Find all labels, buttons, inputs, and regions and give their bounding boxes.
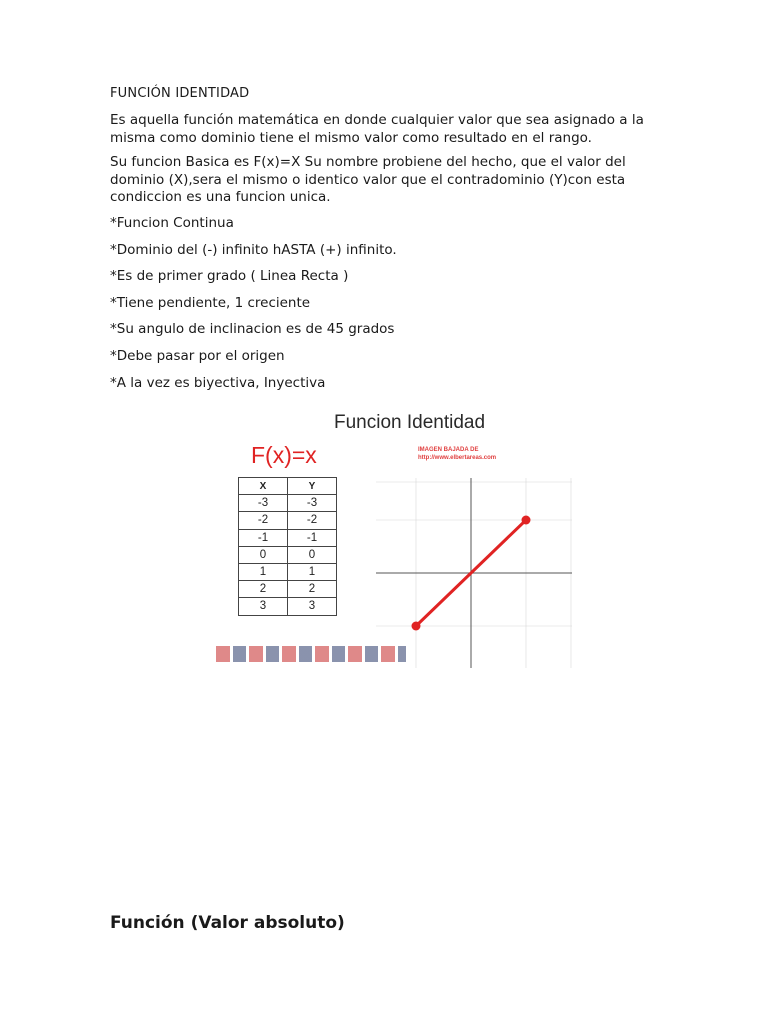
table-header-row xyxy=(239,478,337,495)
table-row xyxy=(239,563,337,580)
credit-line: IMAGEN BAJADA DE xyxy=(418,447,479,453)
table-cell: 0 xyxy=(239,546,288,563)
table-cell: 3 xyxy=(239,598,288,615)
basic-function-paragraph: Su funcion Basica es F(x)=X Su nombre probiene del hecho, que el valor del dominio (X),sera el mismo o identico valor que el contradominio (Y)con esta condiccion es una funcion unica. xyxy=(110,154,626,205)
column-header-x: X xyxy=(239,478,288,495)
table-row xyxy=(239,546,337,563)
endpoint-marker xyxy=(522,516,531,525)
table-cell: 3 xyxy=(288,598,337,615)
list-item: *Es de primer grado ( Linea Recta ) xyxy=(110,268,349,285)
next-section-title: Función (Valor absoluto) xyxy=(110,913,345,933)
identity-function-figure xyxy=(208,400,572,668)
table-cell: 2 xyxy=(239,581,288,598)
table-cell: 2 xyxy=(288,581,337,598)
section-heading: FUNCIÓN IDENTIDAD xyxy=(110,86,250,101)
table-row xyxy=(239,598,337,615)
table-cell: -3 xyxy=(288,495,337,512)
table-cell: 1 xyxy=(239,563,288,580)
table-cell: 0 xyxy=(288,546,337,563)
list-item: *Tiene pendiente, 1 creciente xyxy=(110,294,311,311)
column-header-y: Y xyxy=(288,478,337,495)
list-item: *Debe pasar por el origen xyxy=(110,347,285,364)
list-item: *Dominio del (-) infinito hASTA (+) infinito. xyxy=(110,241,397,258)
list-item: *Funcion Continua xyxy=(110,215,234,231)
table-cell: -3 xyxy=(239,495,288,512)
table-row xyxy=(239,581,337,598)
list-item: *Su angulo de inclinacion es de 45 grados xyxy=(110,321,395,338)
table-cell: -2 xyxy=(239,512,288,529)
table-row xyxy=(239,512,337,529)
table-row xyxy=(239,529,337,546)
table-cell: -1 xyxy=(288,529,337,546)
figure-title: Funcion Identidad xyxy=(334,412,486,433)
endpoint-marker xyxy=(412,622,421,631)
values-table xyxy=(238,477,337,616)
identity-line-graph xyxy=(376,478,572,668)
table-row xyxy=(239,495,337,512)
credit-url: http://www.elbertareas.com xyxy=(418,455,497,461)
table-cell: 1 xyxy=(288,563,337,580)
properties-list xyxy=(110,215,397,401)
table-cell: -2 xyxy=(288,512,337,529)
figure-credit xyxy=(418,446,496,462)
table-cell: -1 xyxy=(239,529,288,546)
list-item: *A la vez es biyectiva, Inyectiva xyxy=(110,374,326,391)
definition-paragraph: Es aquella función matemática en donde cualquier valor que sea asignado a la misma como dominio tiene el mismo valor como resultado en el rango. xyxy=(110,112,644,146)
figure-formula: F(x)=x xyxy=(251,442,317,468)
